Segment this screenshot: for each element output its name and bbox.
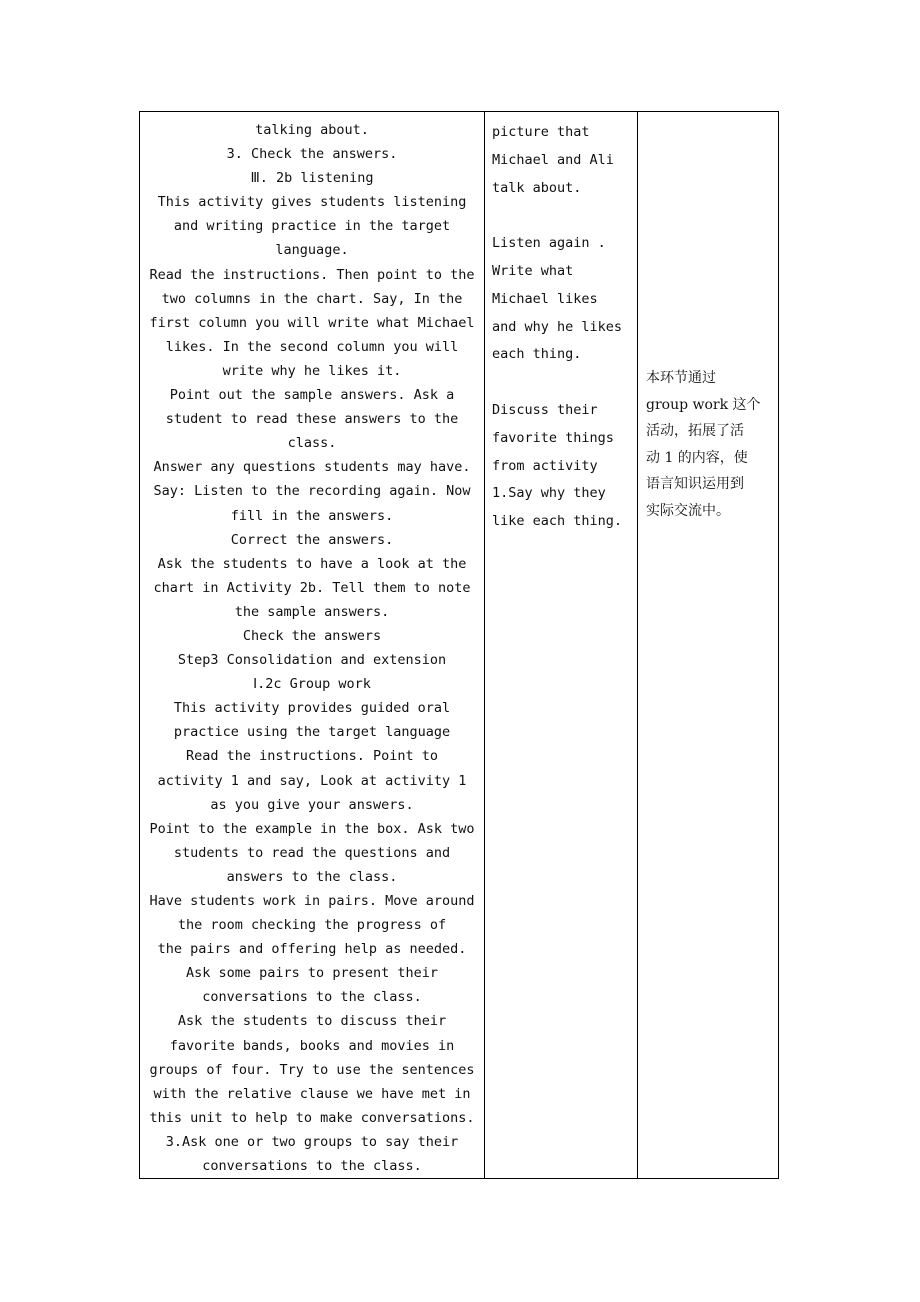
table-row — [140, 112, 779, 1179]
text-line: picture that — [492, 124, 590, 140]
student-activity-cell — [485, 112, 638, 1179]
text-line: Read the instructions. Point to — [186, 748, 438, 765]
text-line: the pairs and offering help as needed. — [157, 941, 467, 958]
text-line: 语言知识运用到 — [646, 476, 744, 492]
text-line: Point to the example in the box. Ask two — [149, 820, 475, 837]
text-line: fill in the answers. — [230, 507, 394, 524]
text-line: with the relative clause we have met in — [153, 1085, 471, 1102]
text-line: and why he likes — [492, 318, 623, 335]
text-line: groups of four. Try to use the sentences — [149, 1061, 475, 1078]
text-line: student to read these answers to the — [165, 411, 459, 428]
text-line: favorite bands, books and movies in — [169, 1037, 455, 1054]
text-line: class. — [287, 435, 337, 452]
text-line: conversations to the class. — [202, 1158, 422, 1175]
text-line: as you give your answers. — [210, 796, 414, 813]
text-line: favorite things — [492, 429, 614, 446]
design-intent-lines — [638, 112, 778, 524]
text-line: Write what — [492, 262, 574, 279]
text-line: Michael and Ali — [492, 151, 614, 168]
text-line: Ask the students to have a look at the — [157, 555, 467, 572]
text-line: chart in Activity 2b. Tell them to note — [153, 579, 471, 596]
text-line: 动 1 的内容，使 — [646, 449, 748, 466]
text-line: Ⅲ. 2b listening — [250, 170, 374, 187]
text-line: 1.Say why they — [492, 485, 606, 502]
text-line: Michael likes — [492, 290, 598, 307]
text-line: Say: Listen to the recording again. Now — [153, 483, 471, 500]
text-line: and writing practice in the target — [173, 218, 451, 235]
text-line: Step3 Consolidation and extension — [177, 652, 447, 669]
text-line: Discuss their — [492, 401, 598, 418]
text-line: conversations to the class. — [202, 989, 422, 1006]
text-line: Listen again . — [492, 235, 606, 252]
text-line: activity 1 and say, Look at activity 1 — [157, 772, 467, 789]
text-line: talk about. — [492, 179, 582, 196]
design-intent-cell — [638, 112, 779, 1179]
text-line: group work 这个 — [646, 396, 761, 413]
text-line: 活动，拓展了活 — [646, 423, 744, 439]
lesson-plan-table — [139, 111, 779, 1179]
text-line: Read the instructions. Then point to the — [149, 266, 475, 283]
text-line: likes. In the second column you will — [165, 338, 459, 355]
text-line: like each thing. — [492, 513, 623, 530]
text-line: Ask some pairs to present their — [186, 965, 438, 982]
text-line: 3.Ask one or two groups to say their — [165, 1133, 459, 1150]
student-activity-lines — [485, 112, 637, 536]
text-line: Ⅰ.2c Group work — [253, 676, 371, 693]
teacher-activity-cell — [140, 112, 485, 1179]
text-line: answers to the class. — [226, 868, 398, 885]
text-line: from activity — [492, 457, 598, 474]
text-line: Answer any questions students may have. — [153, 459, 471, 476]
text-line: 实际交流中。 — [646, 502, 730, 519]
text-line: 3. Check the answers. — [226, 146, 398, 163]
text-line: This activity provides guided oral — [173, 700, 451, 717]
text-line: Ask the students to discuss their — [177, 1013, 447, 1030]
text-line: each thing. — [492, 346, 582, 363]
text-line: the room checking the progress of — [177, 917, 447, 934]
teacher-activity-lines — [140, 112, 484, 1178]
text-line — [492, 202, 633, 230]
text-line: This activity gives students listening — [157, 194, 467, 211]
text-line: two columns in the chart. Say, In the — [161, 290, 463, 307]
text-line: 本环节通过 — [646, 370, 716, 386]
text-line: first column you will write what Michael — [149, 314, 475, 331]
text-line: practice using the target language — [173, 724, 451, 741]
text-line: language. — [275, 242, 349, 259]
text-line: Correct the answers. — [230, 531, 394, 548]
text-line: Have students work in pairs. Move around — [149, 893, 475, 909]
text-line: this unit to help to make conversations. — [149, 1109, 475, 1126]
text-line — [492, 369, 633, 397]
text-line: Check the answers — [242, 627, 382, 644]
text-line: Point out the sample answers. Ask a — [169, 387, 455, 404]
text-line: talking about. — [255, 122, 369, 138]
text-line: the sample answers. — [234, 603, 390, 620]
text-line: students to read the questions and — [173, 844, 451, 861]
text-line: write why he likes it. — [222, 362, 402, 379]
